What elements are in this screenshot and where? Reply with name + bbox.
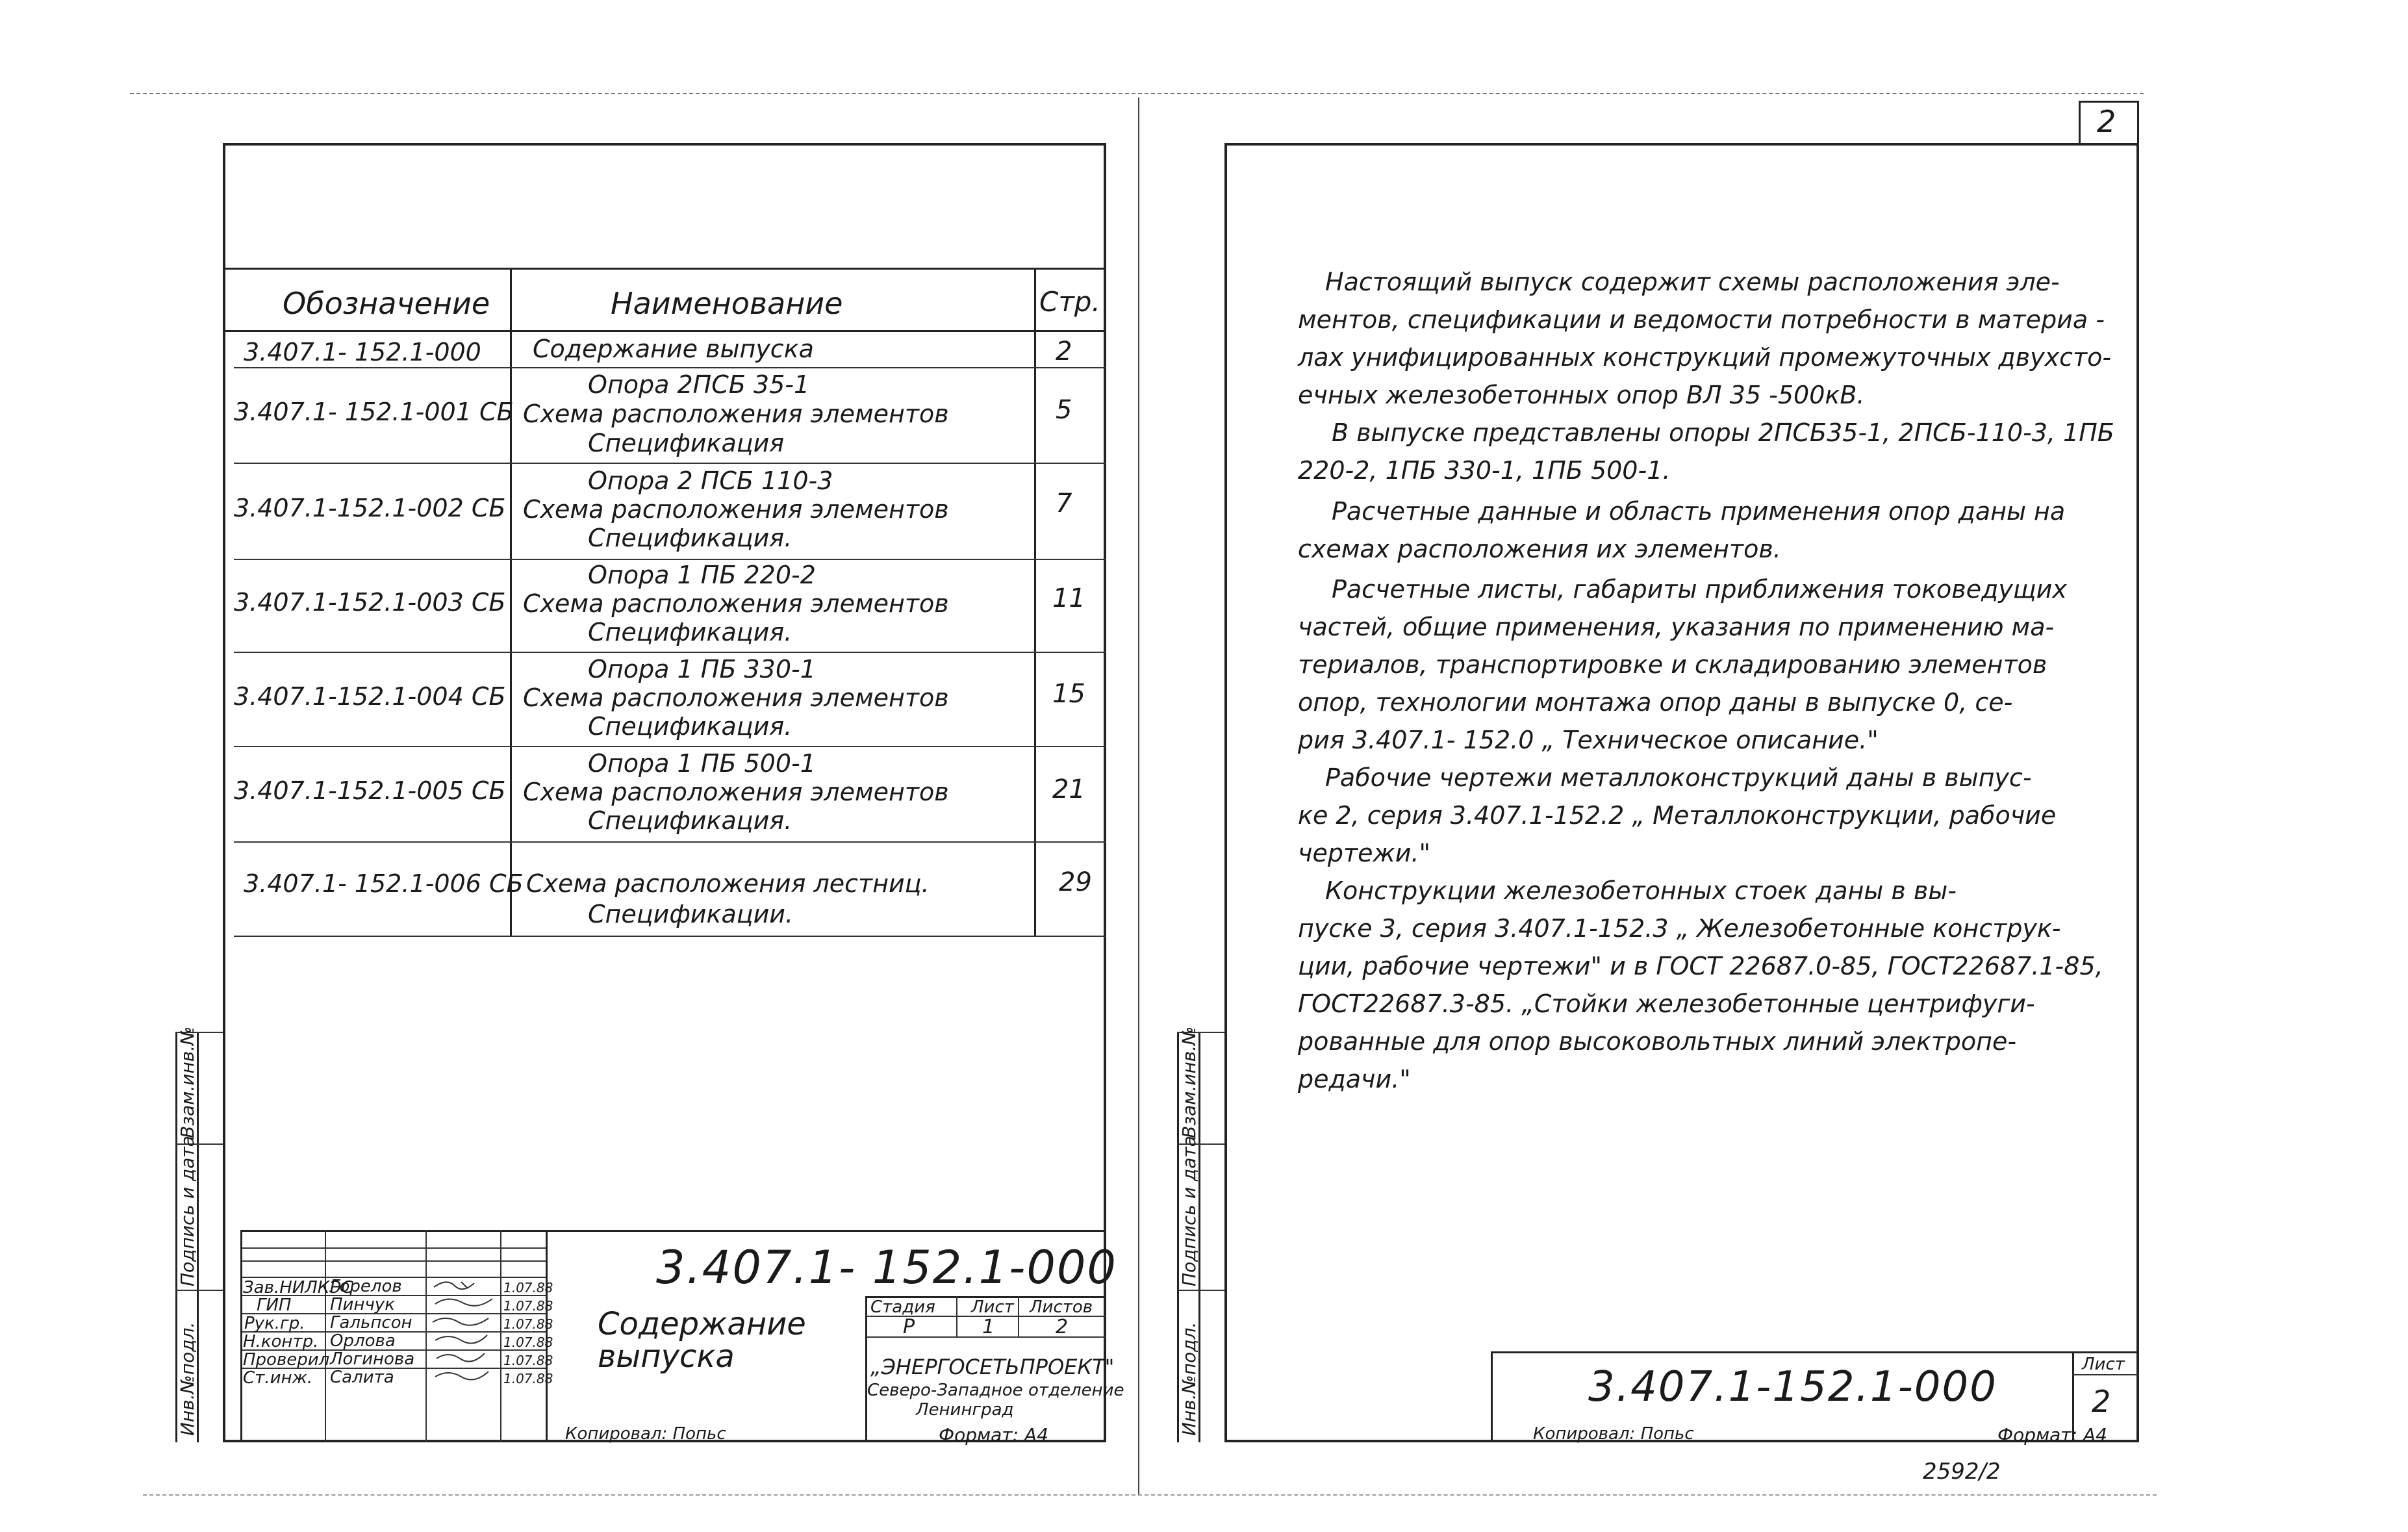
- text-line: схемах расположения их элементов.: [1298, 535, 1781, 563]
- organization-name: „ЭНЕРГОСЕТЬПРОЕКТ": [870, 1355, 1115, 1379]
- text-line: Расчетные данные и область применения опор даны на: [1332, 497, 2066, 526]
- side-stamp-label: Взам.инв.№: [1178, 1026, 1200, 1138]
- title-block-line: [500, 1230, 501, 1442]
- text-line: ции, рабочие чертежи" и в ГОСТ 22687.0-85, ГОСТ22687.1-85,: [1298, 952, 2103, 980]
- role-name: Горелов: [330, 1277, 402, 1296]
- side-stamp-line: [1177, 1290, 1224, 1291]
- row-name-line: Спецификация: [588, 429, 785, 457]
- title-block-top-line: [1491, 1351, 2139, 1353]
- row-name-line: Спецификация.: [588, 524, 792, 552]
- title-block-top-line: [240, 1230, 1106, 1232]
- row-separator: [234, 463, 1106, 464]
- text-line: лах унифицированных конструкций промежуточных двухсто-: [1298, 343, 2112, 372]
- row-separator: [234, 652, 1106, 653]
- title-block-line: [865, 1296, 867, 1442]
- row-name-line: Схема расположения элементов: [523, 400, 949, 428]
- row-name-line: Опора 1 ПБ 330-1: [588, 655, 816, 683]
- side-stamp-label: Подпись и дата: [177, 1136, 198, 1286]
- role-label: Проверил: [243, 1350, 330, 1370]
- row-name-line: Опора 2 ПСБ 110-3: [588, 466, 833, 495]
- row-page: 11: [1052, 583, 1085, 613]
- role-date: 1.07.88: [503, 1371, 553, 1386]
- text-line: чертежи.": [1298, 839, 1430, 867]
- role-name: Гальпсон: [330, 1313, 412, 1333]
- row-separator: [234, 559, 1106, 560]
- header-designation: Обозначение: [283, 286, 490, 321]
- signatures-drawing: [429, 1275, 499, 1386]
- row-name-line: Содержание выпуска: [533, 335, 814, 363]
- text-line: рованные для опор высоковольтных линий электропе-: [1298, 1027, 2017, 1056]
- sheet-fold-line: [1138, 97, 1139, 1494]
- title-block-line: [1491, 1351, 1493, 1442]
- title-block-line: [325, 1230, 326, 1442]
- text-line: ГОСТ22687.3-85. „Стойки железобетонные центрифуги-: [1298, 989, 2035, 1018]
- role-label: Ст.инж.: [243, 1368, 313, 1388]
- row-page: 2: [1056, 337, 1072, 366]
- role-label: Рук.гр.: [244, 1314, 305, 1333]
- role-date: 1.07.88: [503, 1316, 553, 1332]
- sheet-label: Лист: [971, 1297, 1014, 1317]
- row-name-line: Спецификация.: [588, 618, 792, 646]
- table-header-bottom-line: [223, 330, 1106, 332]
- row-separator: [234, 367, 1106, 368]
- title-block-line: [2072, 1374, 2139, 1375]
- row-name-line: Схема расположения элементов: [523, 589, 949, 618]
- role-label: Зав.НИЛКЭС: [243, 1278, 353, 1297]
- document-title-line: выпуска: [598, 1338, 735, 1375]
- title-block-line: [425, 1230, 427, 1442]
- row-name-line: Опора 1 ПБ 220-2: [588, 561, 816, 589]
- row-name-line: Схема расположения элементов: [523, 778, 949, 806]
- row-code: 3.407.1- 152.1-000: [244, 338, 481, 366]
- copied-by: Копировал: Попьс: [565, 1424, 726, 1444]
- text-line: Конструкции железобетонных стоек даны в вы-: [1325, 876, 1957, 905]
- sheet-label: Лист: [2082, 1355, 2125, 1374]
- role-label: Н.контр.: [243, 1332, 319, 1351]
- text-line: В выпуске представлены опоры 2ПСБ35-1, 2ПСБ-110-3, 1ПБ: [1332, 418, 2114, 447]
- row-separator: [234, 746, 1106, 747]
- row-separator: [234, 936, 1106, 937]
- text-line: териалов, транспортировке и складированию элементов: [1298, 650, 2047, 679]
- row-name-line: Спецификации.: [588, 900, 794, 928]
- role-date: 1.07.88: [503, 1298, 553, 1314]
- text-line: ментов, спецификации и ведомости потребности в материа -: [1298, 305, 2105, 334]
- copied-by: Копировал: Попьс: [1533, 1424, 1694, 1444]
- row-name-line: Схема расположения элементов: [523, 495, 949, 524]
- format-label: Формат: А4: [1997, 1424, 2107, 1446]
- side-stamp-label: Инв.№подл.: [1178, 1321, 1200, 1436]
- row-name-line: Схема расположения лестниц.: [526, 869, 930, 898]
- row-page: 15: [1052, 679, 1085, 709]
- title-block-line: [240, 1230, 242, 1442]
- title-block-line: [956, 1296, 957, 1336]
- text-line: редачи.": [1298, 1065, 1411, 1093]
- corner-number: 2: [2097, 104, 2116, 139]
- text-line: опор, технологии монтажа опор даны в выпуске 0, се-: [1298, 688, 2013, 717]
- text-line: ечных железобетонных опор ВЛ 35 -500кВ.: [1298, 381, 1865, 409]
- side-stamp-label: Инв.№подл.: [177, 1321, 198, 1436]
- row-page: 7: [1056, 489, 1072, 518]
- stage-label: Стадия: [870, 1297, 935, 1317]
- row-name-line: Опора 1 ПБ 500-1: [588, 749, 816, 778]
- row-name-line: Спецификация.: [588, 712, 792, 741]
- role-label: ГИП: [257, 1296, 292, 1315]
- document-code: 3.407.1- 152.1-000: [656, 1241, 1117, 1294]
- row-code: 3.407.1- 152.1-006 СБ: [244, 869, 524, 898]
- organization-branch: Северо-Западное отделение: [867, 1381, 1124, 1400]
- text-line: пуске 3, серия 3.407.1-152.3 „ Железобетонные конструк-: [1298, 914, 2061, 943]
- role-date: 1.07.88: [503, 1334, 553, 1350]
- sheet-bottom-edge: [143, 1494, 2157, 1496]
- role-date: 1.07.88: [503, 1353, 553, 1368]
- table-top-line: [223, 268, 1106, 270]
- title-block-line: [1018, 1296, 1019, 1336]
- side-stamp-line: [175, 1290, 223, 1291]
- text-line: ке 2, серия 3.407.1-152.2 „ Металлоконструкции, рабочие: [1298, 801, 2057, 830]
- row-code: 3.407.1-152.1-005 СБ: [234, 776, 506, 805]
- sheet-value: 1: [982, 1316, 995, 1338]
- format-label: Формат: А4: [939, 1424, 1048, 1446]
- role-name: Салита: [330, 1368, 394, 1387]
- stage-value: Р: [903, 1316, 915, 1338]
- document-title-line: Содержание: [598, 1306, 806, 1342]
- row-name-line: Опора 2ПСБ 35-1: [588, 370, 810, 399]
- row-code: 3.407.1-152.1-003 СБ: [234, 588, 506, 617]
- row-name-line: Спецификация.: [588, 806, 792, 835]
- row-name-line: Схема расположения элементов: [523, 683, 949, 712]
- text-line: Расчетные листы, габариты приближения токоведущих: [1332, 575, 2067, 604]
- header-page: Стр.: [1039, 286, 1100, 318]
- row-code: 3.407.1-152.1-004 СБ: [234, 682, 506, 711]
- sheet-value: 2: [2092, 1384, 2111, 1419]
- organization-city: Ленинград: [916, 1400, 1014, 1420]
- document-code: 3.407.1-152.1-000: [1588, 1363, 1997, 1411]
- header-name: Наименование: [611, 286, 843, 321]
- archive-number: 2592/2: [1923, 1459, 2001, 1485]
- side-stamp-label: Подпись и дата: [1178, 1136, 1200, 1286]
- text-line: Рабочие чертежи металлоконструкций даны в выпус-: [1325, 763, 2032, 792]
- role-name: Орлова: [330, 1331, 396, 1351]
- row-code: 3.407.1- 152.1-001 СБ: [234, 398, 514, 426]
- side-stamp-label: Взам.инв.№: [177, 1026, 198, 1138]
- sheets-label: Листов: [1030, 1297, 1093, 1317]
- sheet-top-edge: [130, 93, 2144, 94]
- role-name: Пинчук: [330, 1295, 395, 1314]
- right-frame: [1224, 143, 2139, 1442]
- row-page: 5: [1056, 395, 1072, 425]
- text-line: частей, общие применения, указания по применению ма-: [1298, 613, 2055, 641]
- row-page: 29: [1059, 867, 1092, 897]
- text-line: Настоящий выпуск содержит схемы расположения эле-: [1325, 268, 2060, 296]
- text-line: 220-2, 1ПБ 330-1, 1ПБ 500-1.: [1298, 456, 1671, 485]
- sheets-value: 2: [1056, 1316, 1069, 1338]
- row-separator: [234, 841, 1106, 843]
- role-date: 1.07.88: [503, 1280, 553, 1296]
- row-code: 3.407.1-152.1-002 СБ: [234, 494, 506, 522]
- text-line: рия 3.407.1- 152.0 „ Техническое описание.": [1298, 726, 1879, 754]
- row-page: 21: [1052, 774, 1085, 804]
- role-name: Логинова: [330, 1349, 415, 1369]
